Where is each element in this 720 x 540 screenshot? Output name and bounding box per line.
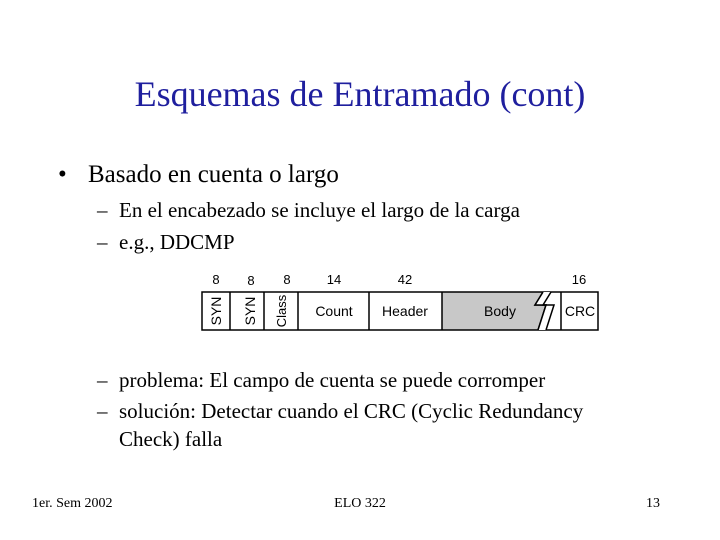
main-bullet-text: Basado en cuenta o largo bbox=[88, 161, 339, 188]
sub-bullet-text: e.g., DDCMP bbox=[119, 230, 235, 254]
bit-label: 16 bbox=[571, 272, 587, 287]
field-count: Count bbox=[315, 303, 353, 319]
field-syn-2: SYN bbox=[242, 296, 258, 326]
sub-bullet-3 bbox=[97, 366, 545, 394]
field-syn-1: SYN bbox=[208, 296, 224, 326]
sub-bullet-text: problema: El campo de cuenta se puede corromper bbox=[119, 368, 546, 392]
sub-bullet-4 bbox=[97, 397, 583, 453]
field-crc: CRC bbox=[564, 303, 596, 319]
dash-glyph: – bbox=[97, 198, 108, 222]
bullet-glyph: • bbox=[58, 161, 67, 188]
sub-bullet-continuation: Check) falla bbox=[119, 427, 223, 451]
footer-page-number: 13 bbox=[646, 496, 660, 511]
sub-bullet-text: En el encabezado se incluye el largo de la carga bbox=[119, 198, 520, 222]
field-header: Header bbox=[382, 303, 428, 319]
slide-title: Esquemas de Entramado (cont) bbox=[134, 74, 586, 114]
dash-glyph: – bbox=[97, 368, 108, 392]
bit-label: 8 bbox=[247, 273, 255, 288]
dash-glyph: – bbox=[97, 399, 108, 423]
field-class: Class bbox=[274, 294, 289, 328]
bit-label: 8 bbox=[283, 272, 291, 287]
dash-glyph: – bbox=[97, 230, 108, 254]
sub-bullet-text: solución: Detectar cuando el CRC (Cyclic Redundancy bbox=[119, 399, 584, 423]
bit-label: 8 bbox=[212, 272, 220, 287]
field-body: Body bbox=[484, 303, 516, 319]
footer-date: 1er. Sem 2002 bbox=[32, 496, 113, 511]
bit-label: 42 bbox=[397, 272, 413, 287]
bit-label: 14 bbox=[326, 272, 342, 287]
footer-course: ELO 322 bbox=[334, 496, 386, 511]
